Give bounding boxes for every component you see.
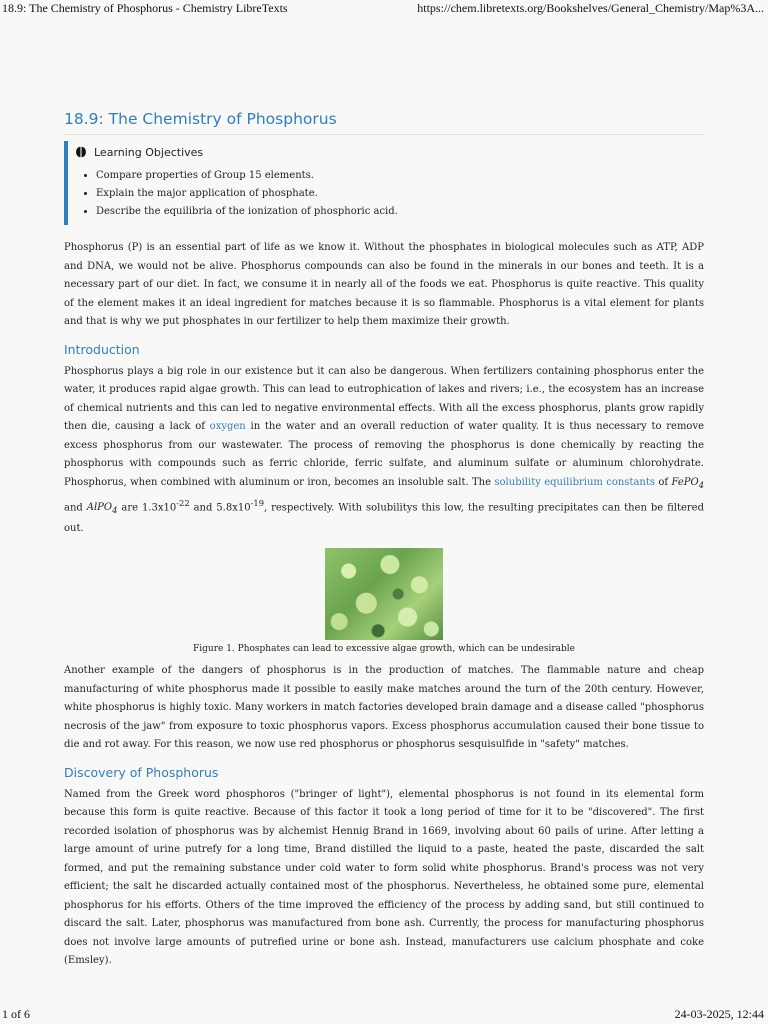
text-run: Phosphorus plays a big role in our existence but it can also be dangerous. When fertilizers containing phosphorus enter the water, it produces rapid algae growth. This can lead to eutrophication of lakes and rivers; i.e., the ecosystem has an increase of chemical nutrients and this can led to negative environmental effects. With all the excess phosphorus, plants grow rapidly then die, causing a lack of <box>64 365 704 432</box>
oxygen-link[interactable]: oxygen <box>209 421 246 432</box>
objective-item: • Explain the major application of phosphate. <box>96 185 704 203</box>
discovery-paragraph: Named from the Greek word phosphoros ("bringer of light"), elemental phosphorus is not found in its elemental form because this form is quite reactive. Because of this factor it took a long period of time for it to be "discovered". The first recorded isolation of phosphorus was by alchemist Hennig Brand in 1669, involving about 60 pails of urine. After letting a large amount of urine putrefy for a long time, Brand distilled the liquid to a paste, heated the paste, discarded the salt formed, and put the remaining substance under cold water to form solid white phosphorus. Brand's process was not very efficient; the salt he discarded actually contained most of the phosphorus. Nevertheless, he obtained some pure, elemental phosphorus for his efforts. Others of the time improved the efficiency of the process by adding sand, but still continued to discard the salt. Later, phosphorus was manufactured from bone ash. Currently, the process for manufacturing phosphorus does not involve large amounts of putrefied urine or bone ash. Instead, manufacturers use calcium phosphate and coke (Emsley). <box>64 788 704 967</box>
page-title: 18.9: The Chemistry of Phosphorus <box>64 110 704 135</box>
learning-objectives-box <box>64 141 704 225</box>
objectives-list <box>74 167 704 221</box>
introduction-paragraph-1 <box>64 363 704 539</box>
algae-photo <box>325 548 443 640</box>
exponent: -19 <box>250 498 264 508</box>
print-page-title: 18.9: The Chemistry of Phosphorus - Chemistry LibreTexts <box>2 1 288 15</box>
exponent: -22 <box>176 498 190 508</box>
learning-objectives-header <box>74 145 704 159</box>
formula-alpo4: AlPO$_4$ <box>86 502 118 516</box>
solubility-constants-link[interactable]: solubility equilibrium constants <box>494 476 655 488</box>
text-run: in the water and an overall reduction of water quality. It is thus necessary to remove excess phosphorus from our wastewater. The process of removing the phosphorus is done chemically by reacting the phosphorus with compounds such as ferric chloride, ferric sulfate, and aluminum sulfate or aluminum chlorohydrate. Phosphorus, when combined with aluminum or iron, becomes an insoluble salt. The <box>64 421 705 488</box>
print-header <box>0 0 768 16</box>
article <box>64 110 704 981</box>
text-run: are 1.3x10 <box>117 502 177 514</box>
figure-1 <box>64 548 704 654</box>
learning-objectives-title: Learning Objectives <box>94 145 204 159</box>
text-run: and <box>64 502 87 514</box>
text-run: of <box>655 476 672 488</box>
objective-item: • Describe the equilibria of the ionization of phosphoric acid. <box>96 203 704 221</box>
objective-item: • Compare properties of Group 15 elements. <box>96 167 704 185</box>
introduction-paragraph-2: Another example of the dangers of phosphorus is in the production of matches. The flammable nature and cheap manufacturing of white phosphorus made it possible to easily make matches around the turn of the 20th century. However, white phosphorus is highly toxic. Many workers in match factories developed brain damage and a disease called "phosphorus necrosis of the jaw" from exposure to toxic phosphorus vapors. Excess phosphorus accumulation caused their bone tissue to die and rot away. For this reason, we now use red phosphorus or phosphorus sesquisulfide in "safety" matches. <box>64 665 704 751</box>
formula-fepo4: FePO$_4$ <box>671 476 704 490</box>
intro-paragraph: Phosphorus (P) is an essential part of life as we know it. Without the phosphates in biological molecules such as ATP, ADP and DNA, we would not be alive. Phosphorus compounds can also be found in the minerals in our bones and teeth. It is a necessary part of our diet. In fact, we consume it in nearly all of the foods we eat. Phosphorus is quite reactive. This quality of the element makes it an ideal ingredient for matches because it is so flammable. Phosphorus is a vital element for plants and that is why we put phosphates in our fertilizer to help them maximize their growth. <box>64 242 704 327</box>
print-footer <box>0 1008 768 1024</box>
print-page-url[interactable]: https://chem.libretexts.org/Bookshelves/General_Chemistry/Map%3A... <box>417 1 764 15</box>
text-run: , respectively. With solubilitys this low, the resulting precipitates can then be filtered out. <box>64 502 704 534</box>
brain-icon <box>74 145 88 159</box>
introduction-heading: Introduction <box>64 341 140 357</box>
print-timestamp: 24-03-2025, 12:44 <box>674 1007 764 1021</box>
page-number: 1 of 6 <box>2 1007 30 1021</box>
discovery-heading: Discovery of Phosphorus <box>64 764 219 780</box>
figure-caption: Figure 1. Phosphates can lead to excessive algae growth, which can be undesirable <box>193 644 575 655</box>
text-run: and 5.8x10 <box>189 502 251 514</box>
